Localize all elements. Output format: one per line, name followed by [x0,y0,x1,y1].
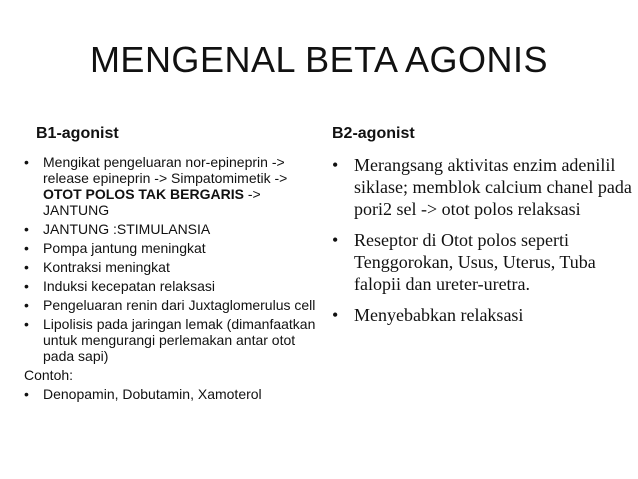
list-item [332,154,632,220]
b1-list [24,154,324,364]
list-item [24,316,324,364]
b1-heading: B1-agonist [36,125,119,142]
list-item [24,154,324,218]
bullet-icon: • [24,221,29,237]
item-text: Pengeluaran renin dari Juxtaglomerulus cell [43,297,316,313]
contoh-list [24,386,324,402]
list-item [332,304,632,326]
item-text: Pompa jantung meningkat [43,240,206,256]
b2-agonist-column [332,124,632,335]
list-item [24,278,324,294]
item-bold-text: OTOT POLOS TAK BERGARIS [43,186,244,202]
bullet-icon: • [24,259,29,275]
bullet-icon: • [332,305,339,325]
list-item [24,221,324,237]
bullet-icon: • [24,278,29,294]
bullet-icon: • [24,154,29,170]
item-text: -> JANTUNG [43,186,261,218]
item-text: Induksi kecepatan relaksasi [43,278,215,294]
bullet-icon: • [24,316,29,332]
item-text: Lipolisis pada jaringan lemak (dimanfaatkan untuk mengurangi perlemakan antar otot pada sapi) [43,316,316,364]
item-text: Denopamin, Dobutamin, Xamoterol [43,386,262,402]
slide-title: MENGENAL BETA AGONIS [89,39,549,80]
b1-agonist-column [24,124,324,405]
b2-list [332,154,632,326]
item-text: Merangsang aktivitas enzim adenilil siklase; memblok calcium chanel pada pori2 sel -> otot polos relaksasi [354,155,632,219]
item-text: Kontraksi meningkat [43,259,170,275]
bullet-icon: • [24,297,29,313]
item-text: Reseptor di Otot polos seperti Tenggorokan, Usus, Uterus, Tuba falopii dan ureter-uretra. [354,230,596,294]
list-item [24,386,324,402]
bullet-icon: • [24,240,29,256]
bullet-icon: • [332,155,339,175]
bullet-icon: • [332,230,339,250]
b2-heading: B2-agonist [332,125,415,142]
bullet-icon: • [24,386,29,402]
list-item [24,297,324,313]
list-item [332,229,632,295]
item-text: JANTUNG :STIMULANSIA [43,221,211,237]
contoh-label: Contoh: [24,367,74,383]
item-text: Mengikat pengeluaran nor-epineprin -> release epineprin -> Simpatomimetik -> [43,154,288,186]
item-text: Menyebabkan relaksasi [354,305,524,325]
list-item [24,240,324,256]
list-item [24,259,324,275]
